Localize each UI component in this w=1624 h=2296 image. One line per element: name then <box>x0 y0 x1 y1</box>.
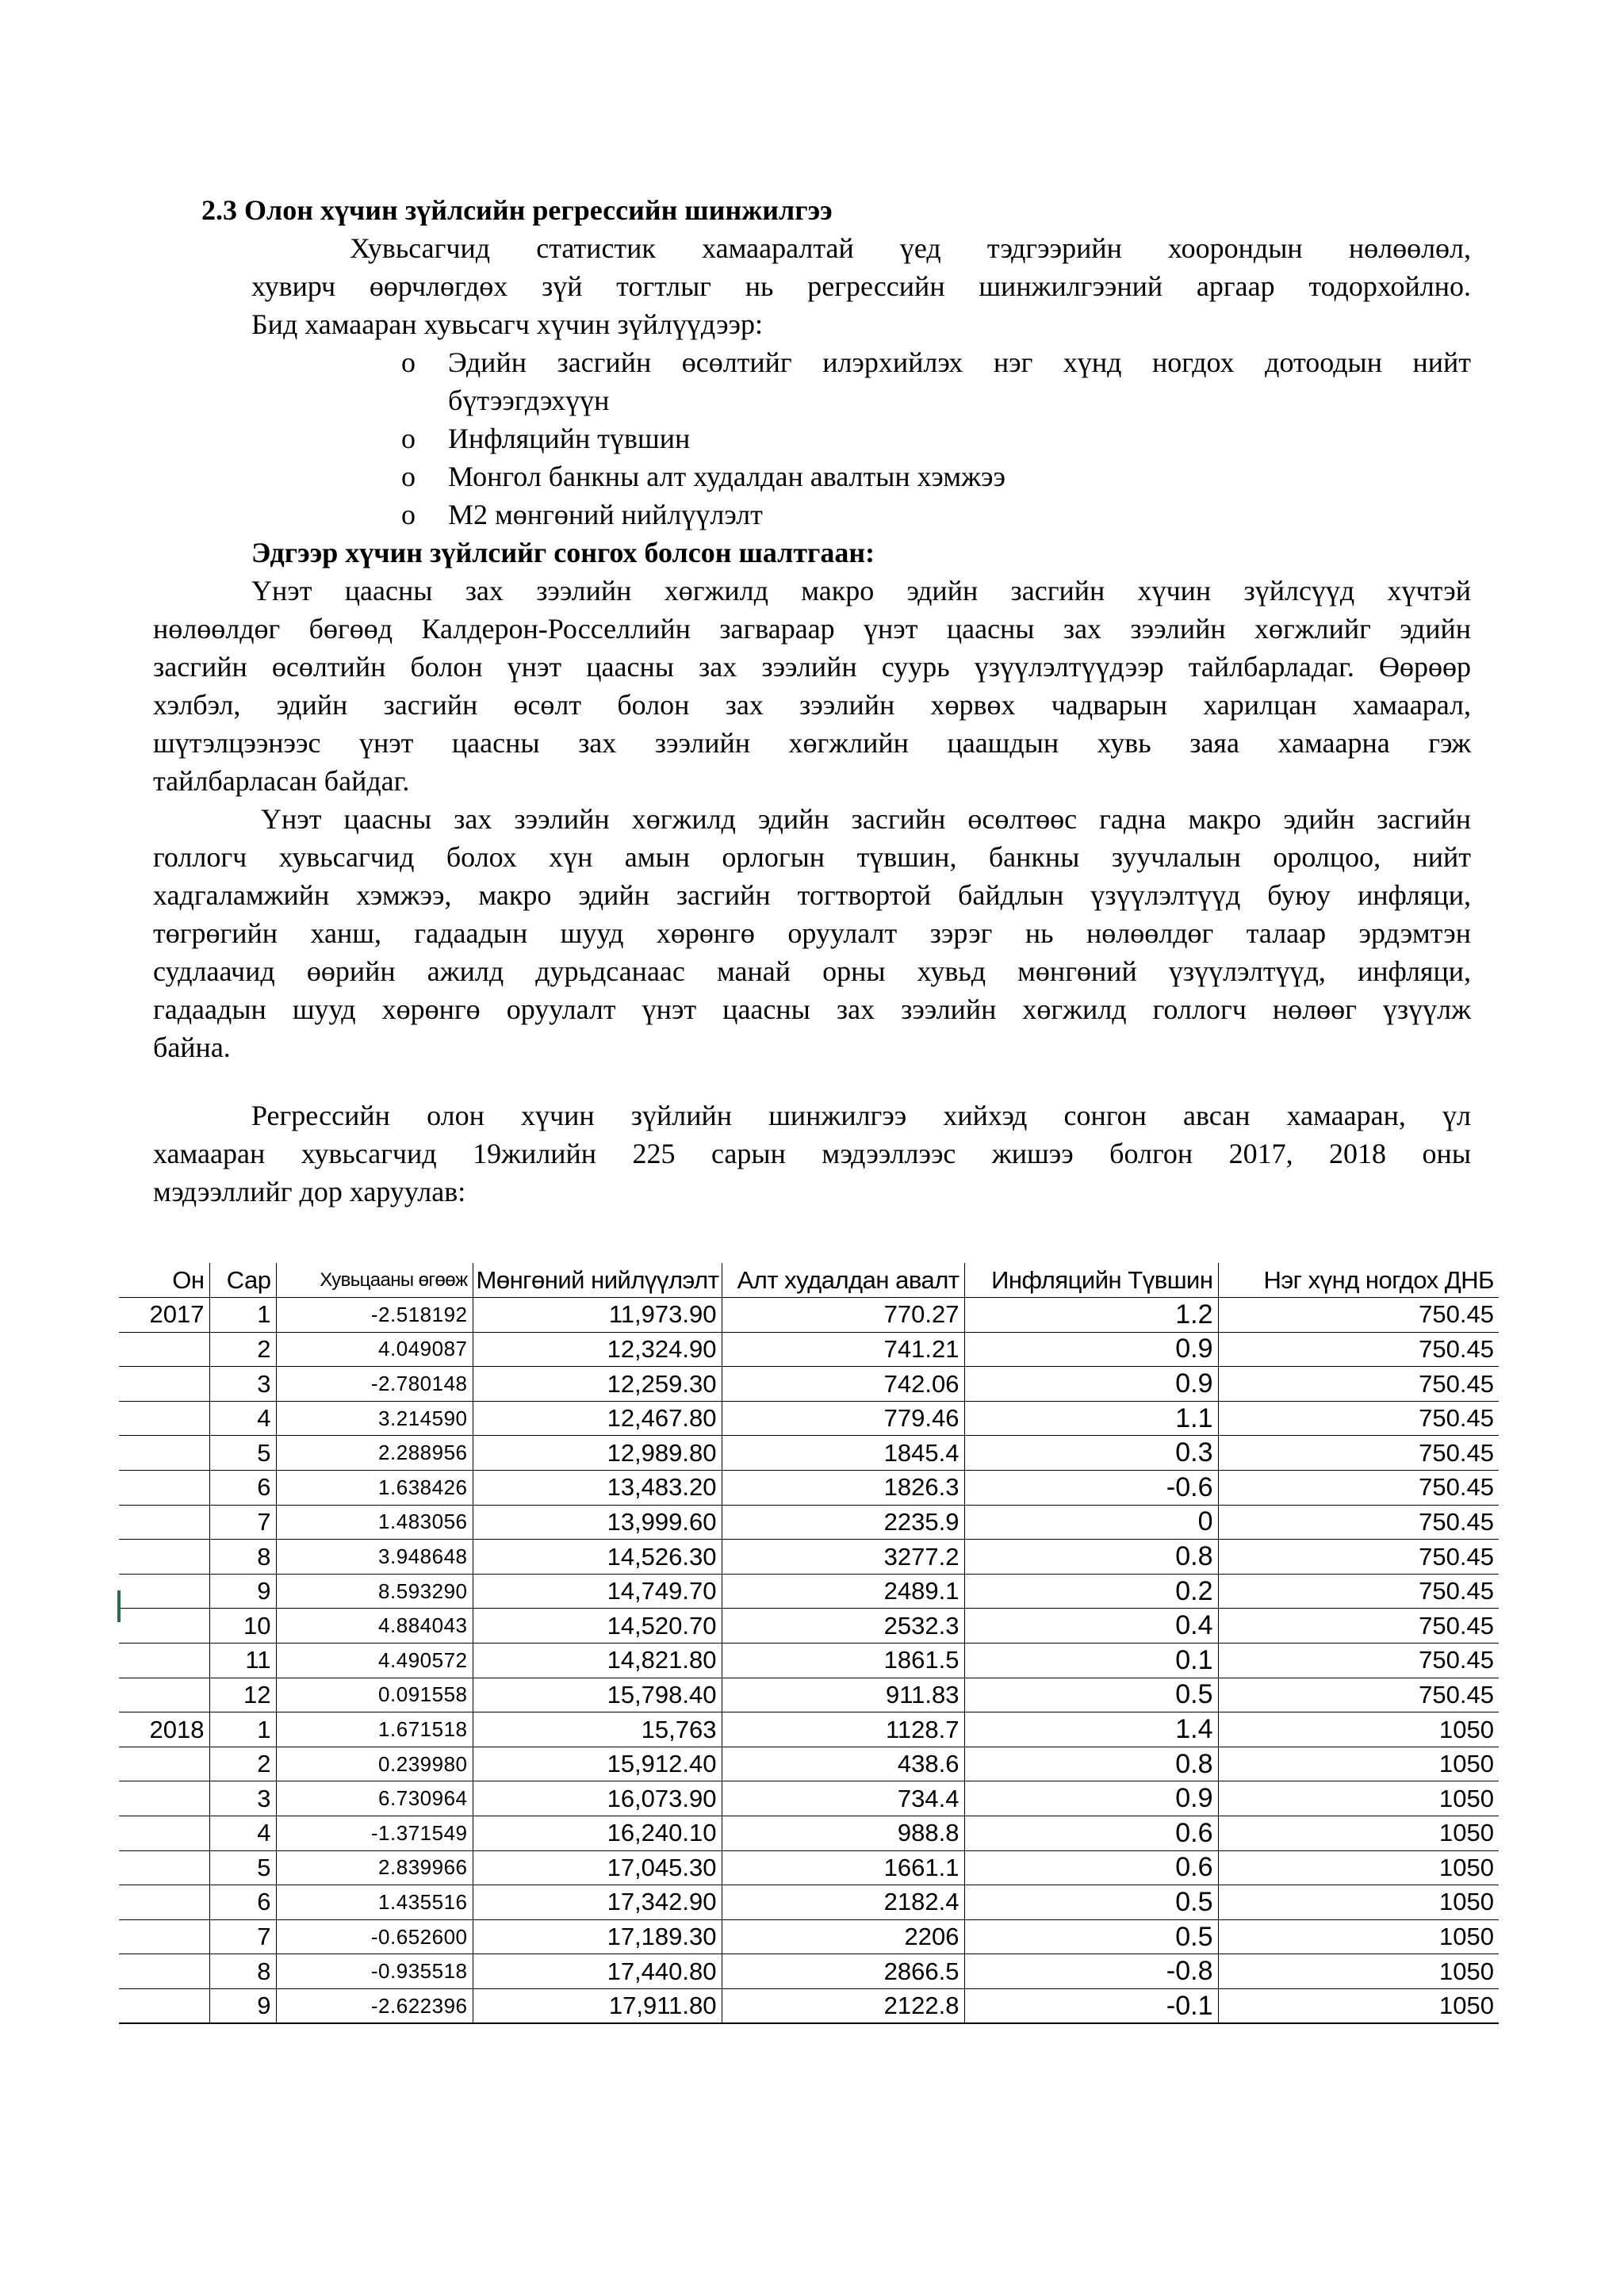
table-row <box>119 1919 1499 1954</box>
table-row <box>119 1988 1499 2023</box>
cell-money-supply[interactable]: 14,520.70 <box>473 1609 722 1644</box>
cell-gold-purchase[interactable]: 1845.4 <box>722 1436 964 1471</box>
active-cell-indicator <box>117 1590 121 1622</box>
cell-money-supply[interactable]: 16,240.10 <box>473 1816 722 1851</box>
bullet-4: М2 мөнгөний нийлүүлэлт <box>448 499 763 530</box>
paragraph-2-line-5: судлаачид өөрийн ажилд дурьдсанаас манай орны хувьд мөнгөний үзүүлэлтүүд, инфляци, <box>153 955 1471 987</box>
cell-inflation[interactable]: 0.2 <box>964 1574 1218 1609</box>
cell-gdp-per-capita[interactable]: 750.45 <box>1218 1298 1499 1333</box>
cell-gdp-per-capita[interactable]: 750.45 <box>1218 1678 1499 1712</box>
cell-inflation[interactable]: 0.4 <box>964 1609 1218 1644</box>
cell-gold-purchase[interactable]: 770.27 <box>722 1298 964 1333</box>
cell-gold-purchase[interactable]: 741.21 <box>722 1332 964 1367</box>
table-row <box>119 1850 1499 1885</box>
cell-month[interactable]: 2 <box>209 1747 276 1781</box>
cell-money-supply[interactable]: 17,189.30 <box>473 1919 722 1954</box>
paragraph-2-line-7: байна. <box>153 1031 231 1063</box>
cell-year[interactable] <box>119 1401 209 1436</box>
bullet-3: Монгол банкны алт худалдан авалтын хэмжээ <box>448 461 1005 492</box>
cell-money-supply[interactable]: 14,749.70 <box>473 1574 722 1609</box>
cell-gdp-per-capita[interactable]: 1050 <box>1218 1954 1499 1989</box>
cell-money-supply[interactable]: 14,526.30 <box>473 1540 722 1575</box>
table-row <box>119 1954 1499 1989</box>
cell-month[interactable]: 5 <box>209 1850 276 1885</box>
cell-inflation[interactable]: -0.8 <box>964 1954 1218 1989</box>
cell-month[interactable]: 1 <box>209 1298 276 1333</box>
cell-stock-return[interactable]: 2.288956 <box>276 1436 473 1471</box>
table-row <box>119 1574 1499 1609</box>
cell-gdp-per-capita[interactable]: 750.45 <box>1218 1644 1499 1678</box>
bullet-marker: o <box>401 461 416 492</box>
bullet-marker: o <box>401 499 416 530</box>
cell-money-supply[interactable]: 15,798.40 <box>473 1678 722 1712</box>
cell-month[interactable]: 1 <box>209 1712 276 1747</box>
header-year: Он <box>119 1263 209 1298</box>
table-row <box>119 1712 1499 1747</box>
cell-year[interactable] <box>119 1644 209 1678</box>
cell-month[interactable]: 11 <box>209 1644 276 1678</box>
table-row <box>119 1816 1499 1851</box>
bullet-1-line-1: Эдийн засгийн өсөлтийг илэрхийлэх нэг хүнд ногдох дотоодын нийт <box>448 346 1471 378</box>
cell-inflation[interactable]: 0.6 <box>964 1850 1218 1885</box>
cell-year[interactable]: 2017 <box>119 1298 209 1333</box>
header-stock-return: Хувьцааны өгөөж <box>276 1263 473 1298</box>
cell-money-supply[interactable]: 16,073.90 <box>473 1781 722 1816</box>
cell-money-supply[interactable]: 12,989.80 <box>473 1436 722 1471</box>
cell-gold-purchase[interactable]: 2489.1 <box>722 1574 964 1609</box>
cell-money-supply[interactable]: 15,763 <box>473 1712 722 1747</box>
cell-stock-return[interactable]: 1.435516 <box>276 1885 473 1920</box>
cell-year[interactable] <box>119 1954 209 1989</box>
cell-stock-return[interactable]: -0.935518 <box>276 1954 473 1989</box>
cell-month[interactable]: 8 <box>209 1540 276 1575</box>
cell-gdp-per-capita[interactable]: 750.45 <box>1218 1436 1499 1471</box>
reason-heading: Эдгээр хүчин зүйлсийг сонгох болсон шалтгаан: <box>251 537 875 568</box>
header-inflation: Инфляцийн Түвшин <box>964 1263 1218 1298</box>
cell-month[interactable]: 4 <box>209 1401 276 1436</box>
table-row <box>119 1332 1499 1367</box>
cell-gold-purchase[interactable]: 2532.3 <box>722 1609 964 1644</box>
cell-gold-purchase[interactable]: 1861.5 <box>722 1644 964 1678</box>
cell-month[interactable]: 8 <box>209 1954 276 1989</box>
cell-stock-return[interactable]: 1.638426 <box>276 1471 473 1506</box>
table-row <box>119 1436 1499 1471</box>
cell-money-supply[interactable]: 12,324.90 <box>473 1332 722 1367</box>
paragraph-1-line-3: засгийн өсөлтийн болон үнэт цаасны зах зээлийн суурь үзүүлэлтүүдээр тайлбарладаг. Өөрөөр <box>153 651 1471 683</box>
cell-stock-return[interactable]: 8.593290 <box>276 1574 473 1609</box>
cell-stock-return[interactable]: 4.049087 <box>276 1332 473 1367</box>
cell-gdp-per-capita[interactable]: 1050 <box>1218 1988 1499 2023</box>
cell-stock-return[interactable]: -0.652600 <box>276 1919 473 1954</box>
table-row <box>119 1747 1499 1781</box>
cell-gold-purchase[interactable]: 2182.4 <box>722 1885 964 1920</box>
cell-year[interactable] <box>119 1505 209 1540</box>
cell-stock-return[interactable]: 1.671518 <box>276 1712 473 1747</box>
cell-year[interactable] <box>119 1919 209 1954</box>
cell-month[interactable]: 10 <box>209 1609 276 1644</box>
header-money-supply: Мөнгөний нийлүүлэлт <box>473 1263 722 1298</box>
cell-month[interactable]: 2 <box>209 1332 276 1367</box>
cell-year[interactable] <box>119 1885 209 1920</box>
bullet-marker: o <box>401 346 416 378</box>
cell-gold-purchase[interactable]: 911.83 <box>722 1678 964 1712</box>
cell-money-supply[interactable]: 12,259.30 <box>473 1367 722 1402</box>
cell-gdp-per-capita[interactable]: 750.45 <box>1218 1401 1499 1436</box>
bullet-1-line-2: бүтээгдэхүүн <box>448 385 610 416</box>
cell-gdp-per-capita[interactable]: 1050 <box>1218 1712 1499 1747</box>
cell-gdp-per-capita[interactable]: 750.45 <box>1218 1540 1499 1575</box>
cell-money-supply[interactable]: 13,483.20 <box>473 1471 722 1506</box>
intro-line-3: Бид хамааран хувьсагч хүчин зүйлүүдээр: <box>251 308 764 340</box>
cell-gold-purchase[interactable]: 1826.3 <box>722 1471 964 1506</box>
intro-line-1: Хувьсагчид статистик хамааралтай үед тэдгээрийн хоорондын нөлөөлөл, <box>350 232 1471 264</box>
cell-gold-purchase[interactable]: 2206 <box>722 1919 964 1954</box>
table-row <box>119 1609 1499 1644</box>
table-row <box>119 1540 1499 1575</box>
cell-stock-return[interactable]: -2.780148 <box>276 1367 473 1402</box>
cell-gold-purchase[interactable]: 438.6 <box>722 1747 964 1781</box>
cell-gold-purchase[interactable]: 988.8 <box>722 1816 964 1851</box>
paragraph-1-line-5: шүтэлцээнээс үнэт цаасны зах зээлийн хөгжлийн цаашдын хувь заяа хамаарна гэж <box>153 727 1471 759</box>
paragraph-1-line-4: хэлбэл, эдийн засгийн өсөлт болон зах зээлийн хөрвөх чадварын харилцан хамаарал, <box>153 689 1471 721</box>
cell-gdp-per-capita[interactable]: 750.45 <box>1218 1367 1499 1402</box>
cell-month[interactable]: 3 <box>209 1367 276 1402</box>
cell-month[interactable]: 9 <box>209 1988 276 2023</box>
cell-stock-return[interactable]: 4.884043 <box>276 1609 473 1644</box>
table-row <box>119 1781 1499 1816</box>
cell-inflation[interactable]: 0.9 <box>964 1367 1218 1402</box>
cell-stock-return[interactable]: 1.483056 <box>276 1505 473 1540</box>
cell-gold-purchase[interactable]: 2866.5 <box>722 1954 964 1989</box>
table-row <box>119 1885 1499 1920</box>
cell-gdp-per-capita[interactable]: 750.45 <box>1218 1332 1499 1367</box>
cell-money-supply[interactable]: 17,045.30 <box>473 1850 722 1885</box>
cell-gdp-per-capita[interactable]: 1050 <box>1218 1850 1499 1885</box>
cell-stock-return[interactable]: 4.490572 <box>276 1644 473 1678</box>
paragraph-3-line-1: Регрессийн олон хүчин зүйлийн шинжилгээ хийхэд сонгон авсан хамааран, үл <box>251 1100 1471 1131</box>
cell-month[interactable]: 12 <box>209 1678 276 1712</box>
cell-money-supply[interactable]: 17,911.80 <box>473 1988 722 2023</box>
cell-month[interactable]: 6 <box>209 1885 276 1920</box>
table-row <box>119 1401 1499 1436</box>
cell-gdp-per-capita[interactable]: 1050 <box>1218 1885 1499 1920</box>
header-month: Сар <box>209 1263 276 1298</box>
cell-gdp-per-capita[interactable]: 750.45 <box>1218 1505 1499 1540</box>
cell-money-supply[interactable]: 13,999.60 <box>473 1505 722 1540</box>
cell-stock-return[interactable]: 3.214590 <box>276 1401 473 1436</box>
cell-inflation[interactable]: 1.1 <box>964 1401 1218 1436</box>
paragraph-2-line-3: хадгаламжийн хэмжээ, макро эдийн засгийн тогтвортой байдлын үзүүлэлтүүд буюу инфляци, <box>153 879 1471 911</box>
cell-inflation[interactable]: -0.1 <box>964 1988 1218 2023</box>
cell-inflation[interactable]: 0 <box>964 1505 1218 1540</box>
intro-line-2: хувирч өөрчлөгдөх зүй тогтлыг нь регрессийн шинжилгээний аргаар тодорхойлно. <box>251 270 1471 302</box>
cell-money-supply[interactable]: 11,973.90 <box>473 1298 722 1333</box>
cell-stock-return[interactable]: 0.239980 <box>276 1747 473 1781</box>
cell-gold-purchase[interactable]: 1128.7 <box>722 1712 964 1747</box>
cell-gold-purchase[interactable]: 2235.9 <box>722 1505 964 1540</box>
paragraph-2-line-1: Үнэт цаасны зах зээлийн хөгжилд эдийн засгийн өсөлтөөс гадна макро эдийн засгийн <box>261 803 1471 835</box>
cell-gold-purchase[interactable]: 742.06 <box>722 1367 964 1402</box>
cell-money-supply[interactable]: 12,467.80 <box>473 1401 722 1436</box>
cell-inflation[interactable]: 0.8 <box>964 1747 1218 1781</box>
cell-inflation[interactable]: 1.4 <box>964 1712 1218 1747</box>
cell-year[interactable] <box>119 1332 209 1367</box>
table-row <box>119 1298 1499 1333</box>
table-header-row <box>119 1263 1499 1298</box>
cell-year[interactable] <box>119 1609 209 1644</box>
cell-year[interactable] <box>119 1816 209 1851</box>
cell-gold-purchase[interactable]: 779.46 <box>722 1401 964 1436</box>
table-row <box>119 1367 1499 1402</box>
paragraph-2-line-2: голлогч хувьсагчид болох хүн амын орлогын түвшин, банкны зуучлалын оролцоо, нийт <box>153 841 1471 873</box>
cell-inflation[interactable]: 0.3 <box>964 1436 1218 1471</box>
cell-month[interactable]: 7 <box>209 1505 276 1540</box>
cell-stock-return[interactable]: 3.948648 <box>276 1540 473 1575</box>
cell-money-supply[interactable]: 17,440.80 <box>473 1954 722 1989</box>
table-row <box>119 1471 1499 1506</box>
cell-gdp-per-capita[interactable]: 1050 <box>1218 1781 1499 1816</box>
cell-inflation[interactable]: 0.9 <box>964 1332 1218 1367</box>
cell-inflation[interactable]: 0.5 <box>964 1885 1218 1920</box>
paragraph-1-line-1: Үнэт цаасны зах зээлийн хөгжилд макро эдийн засгийн хүчин зүйлсүүд хүчтэй <box>251 575 1471 607</box>
cell-inflation[interactable]: 0.5 <box>964 1678 1218 1712</box>
header-gdp-per-capita: Нэг хүнд ногдох ДНБ <box>1218 1263 1499 1298</box>
cell-stock-return[interactable]: -2.518192 <box>276 1298 473 1333</box>
table-row <box>119 1678 1499 1712</box>
header-gold-purchase: Алт худалдан авалт <box>722 1263 964 1298</box>
data-table <box>119 1263 1499 2059</box>
paragraph-1-line-2: нөлөөлдөг бөгөөд Калдерон-Росселлийн загвараар үнэт цаасны зах зээлийн хөгжлийг эдийн <box>153 613 1471 645</box>
cell-month[interactable]: 6 <box>209 1471 276 1506</box>
paragraph-1-line-6: тайлбарласан байдаг. <box>153 765 410 797</box>
cell-inflation[interactable]: 0.5 <box>964 1919 1218 1954</box>
table-row <box>119 1644 1499 1678</box>
paragraph-2-line-6: гадаадын шууд хөрөнгө оруулалт үнэт цаасны зах зээлийн хөгжилд голлогч нөлөөг үзүүлж <box>153 993 1471 1025</box>
cell-year[interactable] <box>119 1367 209 1402</box>
bullet-2: Инфляцийн түвшин <box>448 423 691 454</box>
cell-year[interactable] <box>119 1540 209 1575</box>
paragraph-3-line-3: мэдээллийг дор харуулав: <box>153 1176 466 1207</box>
cell-gdp-per-capita[interactable]: 750.45 <box>1218 1574 1499 1609</box>
cell-month[interactable]: 3 <box>209 1781 276 1816</box>
cell-gold-purchase[interactable]: 1661.1 <box>722 1850 964 1885</box>
cell-year[interactable]: 2018 <box>119 1712 209 1747</box>
bullet-marker: o <box>401 423 416 454</box>
cell-stock-return[interactable]: 6.730964 <box>276 1781 473 1816</box>
cell-year[interactable] <box>119 1988 209 2023</box>
section-heading: 2.3 Олон хүчин зүйлсийн регрессийн шинжилгээ <box>201 194 833 226</box>
cell-gdp-per-capita[interactable]: 1050 <box>1218 1919 1499 1954</box>
table-row <box>119 1505 1499 1540</box>
cell-gdp-per-capita[interactable]: 750.45 <box>1218 1609 1499 1644</box>
cell-month[interactable]: 4 <box>209 1816 276 1851</box>
cell-stock-return[interactable]: 2.839966 <box>276 1850 473 1885</box>
cell-gold-purchase[interactable]: 734.4 <box>722 1781 964 1816</box>
cell-stock-return[interactable]: -1.371549 <box>276 1816 473 1851</box>
cell-year[interactable] <box>119 1850 209 1885</box>
cell-year[interactable] <box>119 1436 209 1471</box>
cell-year[interactable] <box>119 1747 209 1781</box>
cell-stock-return[interactable]: -2.622396 <box>276 1988 473 2023</box>
cell-month[interactable]: 7 <box>209 1919 276 1954</box>
cell-inflation[interactable]: 1.2 <box>964 1298 1218 1333</box>
cell-gdp-per-capita[interactable]: 1050 <box>1218 1747 1499 1781</box>
cell-inflation[interactable]: 0.9 <box>964 1781 1218 1816</box>
cell-year[interactable] <box>119 1471 209 1506</box>
cell-inflation[interactable]: 0.8 <box>964 1540 1218 1575</box>
cell-inflation[interactable]: 0.6 <box>964 1816 1218 1851</box>
cell-money-supply[interactable]: 17,342.90 <box>473 1885 722 1920</box>
cell-money-supply[interactable]: 15,912.40 <box>473 1747 722 1781</box>
paragraph-3-line-2: хамааран хувьсагчид 19жилийн 225 сарын мэдээллээс жишээ болгон 2017, 2018 оны <box>153 1138 1471 1169</box>
cell-year[interactable] <box>119 1678 209 1712</box>
cell-year[interactable] <box>119 1574 209 1609</box>
cell-stock-return[interactable]: 0.091558 <box>276 1678 473 1712</box>
cell-month[interactable]: 5 <box>209 1436 276 1471</box>
cell-gold-purchase[interactable]: 3277.2 <box>722 1540 964 1575</box>
paragraph-2-line-4: төгрөгийн ханш, гадаадын шууд хөрөнгө оруулалт зэрэг нь нөлөөлдөг талаар эрдэмтэн <box>153 917 1471 949</box>
cell-year[interactable] <box>119 1781 209 1816</box>
cell-gdp-per-capita[interactable]: 1050 <box>1218 1816 1499 1851</box>
cell-gold-purchase[interactable]: 2122.8 <box>722 1988 964 2023</box>
cell-inflation[interactable]: -0.6 <box>964 1471 1218 1506</box>
cell-gdp-per-capita[interactable]: 750.45 <box>1218 1471 1499 1506</box>
cell-month[interactable]: 9 <box>209 1574 276 1609</box>
cell-inflation[interactable]: 0.1 <box>964 1644 1218 1678</box>
cell-money-supply[interactable]: 14,821.80 <box>473 1644 722 1678</box>
